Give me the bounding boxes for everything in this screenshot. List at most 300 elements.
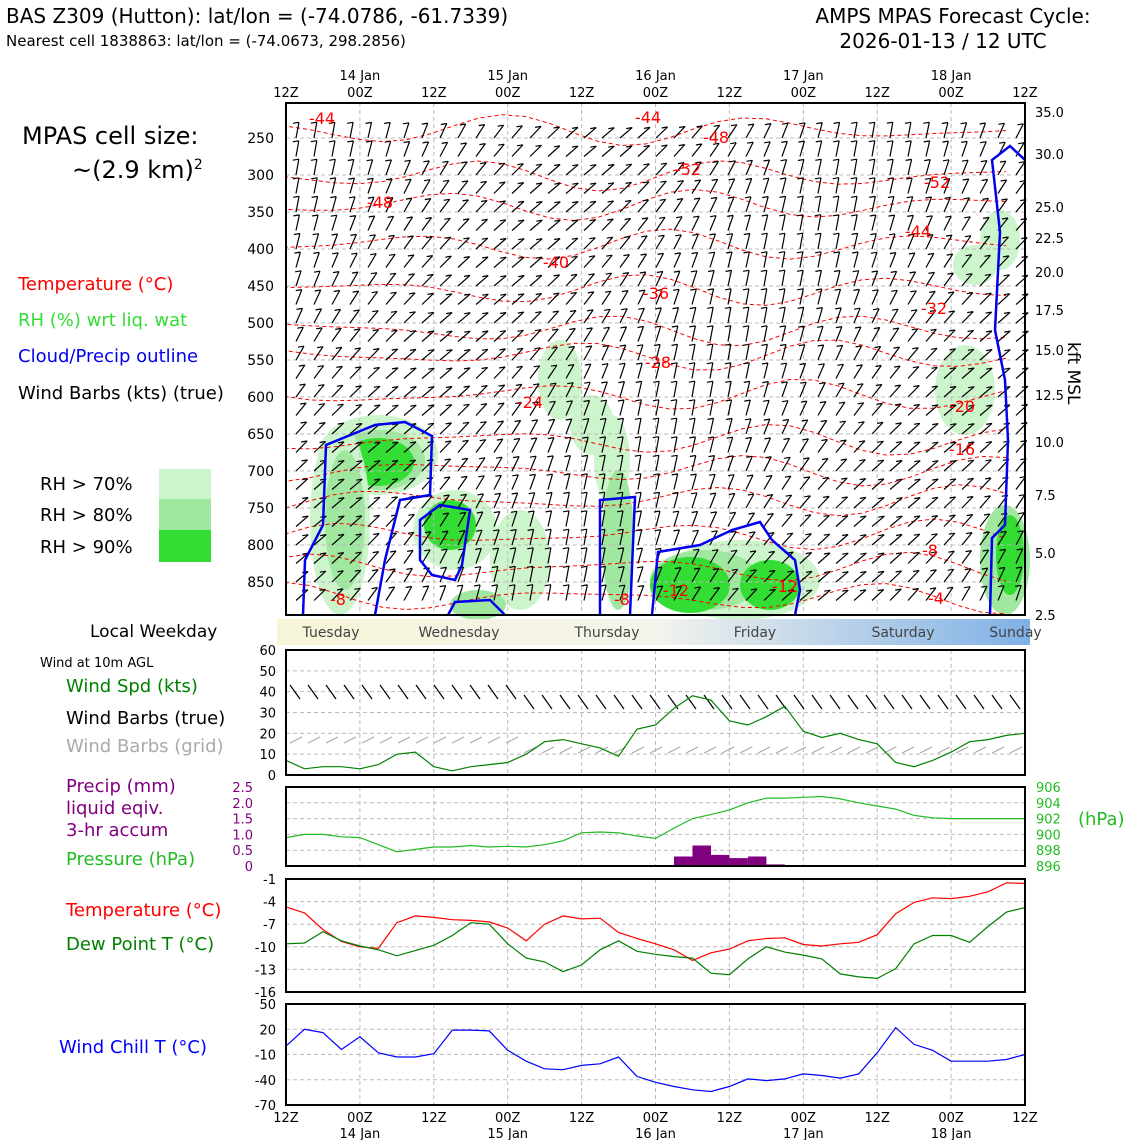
wind-barb [458,162,467,175]
wind-barb [296,516,308,526]
wind-barb-flag [815,196,821,197]
wind-barb [944,141,948,156]
wind-barb [692,216,699,230]
wind-barb [674,127,685,139]
wind-panel-ytick: 20 [259,727,276,743]
precip-label-2: liquid eqiv. [66,798,164,819]
wind-barb [368,235,375,249]
wind-barb [818,252,821,268]
wind-barb [710,234,715,249]
wind-barb [962,533,972,545]
wind-barb [890,423,902,434]
pressure-tick-label: 300 [247,168,274,184]
wind-barb [512,294,524,305]
weekday-name: Saturday [871,625,935,641]
pressure-ytick: 896 [1036,860,1061,875]
wind-barb [476,163,486,175]
wind-barb [854,384,863,397]
wind-barb-flag [779,252,785,253]
wind-barb [872,460,884,471]
wind-barb [764,382,768,397]
wind-barb [746,475,753,489]
wind-barb [368,405,380,416]
wind-barb-flag [744,381,750,382]
wind-barb [494,313,506,324]
wind-barb [494,144,504,156]
temperature-contour-label: -48 [702,128,730,147]
wind-barb [512,312,524,323]
wind-barb [386,587,395,601]
wind-barb-flag [761,307,767,308]
wind-barb [458,458,468,471]
wind-barb-flag [563,548,569,549]
cell-size-text: ~(2.9 km) [72,156,194,184]
wind-barb-flag [366,141,372,142]
wind-barb [818,159,821,175]
wind-barb-flag [797,196,803,197]
wind-barb-flag [851,141,857,142]
wind-barb-flag [636,381,642,382]
wind-barb [638,548,642,563]
surface-grid-barb [632,747,644,753]
wind-barb [566,146,578,156]
wind-barb [296,590,308,601]
wind-barb-flag [563,492,569,493]
wind-barb [476,294,488,304]
top-time-label: 12Z [716,86,743,101]
wind-barb [602,585,606,601]
wind-barb [836,497,848,508]
wind-barb [854,516,866,526]
pressure-tick-label: 450 [247,279,274,295]
wind-barb [422,180,430,194]
wind-barb [710,493,716,508]
weekday-name: Wednesday [418,625,500,641]
wind-barb [584,511,587,527]
wind-barb [1016,386,1028,397]
wind-barb [566,474,570,490]
wind-barb-flag [761,344,767,345]
wind-barb [854,196,857,212]
wind-barb [584,292,594,305]
wind-barb [1016,313,1028,323]
wind-barb [530,456,536,471]
wind-barb [818,215,821,231]
wind-barb [746,197,751,212]
wind-barb [476,313,488,323]
wind-barb [1016,350,1028,360]
wind-barb-flag [563,529,569,530]
wind-barb-flag [797,233,803,234]
wind-barb [332,385,343,397]
wind-barb [404,368,416,378]
wind-barb [746,438,752,453]
wind-barb [386,497,398,508]
wind-barb-flag [618,400,624,401]
wind-barb [800,364,806,379]
wind-barb-flag [653,474,659,475]
precip-label-3: 3-hr accum [66,820,169,841]
wind-barb [908,348,918,360]
wind-barb-flag [635,511,641,512]
wind-barb [548,419,555,434]
pressure-tick-label: 750 [247,501,274,517]
wind-barb-flag [347,122,353,123]
wind-barb [746,179,752,194]
wind-barb [404,255,414,268]
surface-wind-barb [452,685,462,699]
wind-barb-flag [689,381,695,382]
wind-barb-flag [708,271,714,272]
wind-barb-flag [833,159,839,160]
surface-wind-barb [884,695,894,709]
wind-barb [782,307,785,323]
wind-barb [368,216,375,231]
wind-barb [710,307,713,323]
kft-axis-title: kft MSL [1063,342,1083,405]
wind-barb [710,252,715,267]
wind-barb [620,128,632,138]
wind-barb-flag [780,345,786,346]
wind-barb [656,418,659,434]
wind-barb [350,216,356,231]
wind-barb [728,234,733,249]
wind-barb [818,478,829,490]
wind-barb [656,181,666,193]
wind-barb [692,271,697,286]
wind-barb-flag [834,271,840,272]
temperature-contour-label: -12 [771,577,799,596]
wind-barb [332,159,335,175]
wind-barb [404,514,414,526]
wind-barb-flag [636,363,642,364]
pressure-tick-label: 400 [247,242,274,258]
wind-barb [674,381,677,397]
wind-barb [1016,275,1028,286]
wind-barb-flag [689,418,695,419]
wind-barb-flag [709,252,715,253]
wind-barb [422,275,433,287]
surface-grid-barb [308,737,320,743]
wind-barb-flag [743,363,749,364]
wind-barb-flag [743,270,749,271]
temperature-contour-label: -16 [948,440,976,459]
wind-barb [494,163,505,175]
wind-barb [764,289,767,305]
surface-grid-barb [740,747,752,753]
temperature-contour [286,161,1006,191]
wind-barb-flag [852,233,858,234]
kft-tick-label: 5.0 [1035,547,1056,562]
wind-barb [674,455,677,471]
wind-barb-flag [781,363,787,364]
wind-barb-flag [851,196,857,197]
wind-barb [764,178,769,193]
wind-barb [836,459,847,471]
wind-barb [548,511,552,527]
wind-barb [890,347,900,360]
wind-barb [530,330,541,342]
wind-barb [638,363,642,378]
wind-barb [710,161,718,175]
wind-barb [476,422,486,434]
wind-barb-flag [635,418,641,419]
wind-barb-flag [331,215,337,216]
wind-barb-flag [833,178,839,179]
wind-barb [314,252,319,267]
wind-barb [836,478,847,489]
wind-barb [494,367,505,379]
wind-barb [458,275,470,286]
wind-barb [872,159,875,175]
wind-barb [368,122,372,138]
wind-barb [746,326,749,342]
wind-barb-flag [815,233,821,234]
wind-barb-flag [907,197,913,198]
wind-barb-flag [815,270,821,271]
wind-barb [710,474,715,489]
wind-barb [818,345,824,360]
wind-barb-flag [779,270,785,271]
wind-barb [440,477,450,490]
wind-barb [890,328,899,341]
wind-barb [566,437,571,452]
wind-barb [800,496,810,508]
wind-barb-flag [761,270,767,271]
wind-barb [368,534,379,546]
precip-ytick: 1.0 [232,828,253,844]
wind-barb [674,400,677,416]
wind-barb [908,272,916,286]
wind-barb [494,239,506,250]
wind-barb [404,236,413,249]
wind-barb [530,493,535,508]
wind-barb [872,498,884,508]
wind-barb [332,328,341,341]
wind-barb [584,382,590,397]
bottom-date-label: 16 Jan [635,1127,676,1140]
temperature-contour-label: -32 [920,299,948,318]
surface-grid-barb [722,747,734,753]
wind-barb-flag [779,215,785,216]
wind-barb [566,529,569,545]
wind-barb-flag [780,326,786,327]
wind-barb [404,217,413,231]
wind-barb [854,590,866,601]
wind-barb [386,160,391,175]
precip-ytick: 2.0 [232,796,253,812]
wind-barb-flag [384,123,390,124]
wind-barb [638,200,649,212]
kft-tick-label: 20.0 [1035,266,1064,281]
bottom-time-label: 00Z [494,1111,521,1126]
wind-barb [746,494,754,508]
wind-barb [638,127,650,138]
wind-barb [494,276,506,286]
wind-barb [746,381,750,397]
wind-barb [350,178,354,193]
wind-barb [782,233,785,249]
wind-barb [530,257,542,267]
wind-barb-flag [905,122,911,123]
wind-barb [404,123,409,138]
surface-grid-barb [758,747,770,753]
surface-wind-barb [974,695,984,709]
temperature-contour-label: -44 [904,222,932,241]
wind-barb [764,197,768,212]
wind-barb [944,569,954,582]
pressure-label: Pressure (hPa) [66,849,196,870]
wind-barb [530,202,542,212]
wind-barb [674,530,679,545]
wind-barb [962,293,973,305]
wind-barb [314,423,325,434]
wind-barb [494,182,505,193]
wind-barb-flag [655,530,661,531]
temperature-contour-label: -20 [948,397,976,416]
wind-barb [440,368,452,378]
wind-barb [566,548,569,564]
wind-barb [368,570,378,582]
wind-barb [926,424,938,434]
surface-wind-barb [524,695,534,709]
windchill-panel-ytick: 50 [259,998,276,1013]
surface-grid-barb [920,747,932,753]
wind-barb [854,233,858,249]
wind-barb [818,270,821,286]
weekday-label: Local Weekday [90,622,218,642]
surface-wind-barb [722,695,732,709]
precip-bar [693,846,712,867]
wind-barb-flag [546,511,552,512]
wind-barb [800,345,805,360]
wind-barb [314,404,325,416]
wind-barb [296,460,308,471]
wind-barb [386,569,395,582]
wind-barb-flag [564,474,570,475]
wind-barb [890,309,898,323]
wind-panel-ytick: 40 [259,685,276,701]
wind-barb [746,124,754,138]
wind-barb-flag [545,529,551,530]
wind-barb [422,142,429,157]
surface-grid-barb [452,737,464,743]
wind-barb [782,420,789,435]
wind-barb [548,127,560,138]
wind-barb-flag [761,233,767,234]
wind-barb-flag [547,474,553,475]
wind-barb [692,493,697,508]
wind-barb-flag [312,215,318,216]
surface-grid-barb [470,737,482,743]
wind-barb [854,289,859,304]
wind-barb [1016,124,1023,138]
wind-barb [332,366,342,378]
wind-barb [638,437,641,453]
surface-grid-barb [542,747,554,753]
wind-barb [980,442,992,453]
wind-barb [764,400,769,415]
wind-barb [350,310,359,323]
wind-barb [908,589,919,601]
wind-barb [998,405,1010,416]
wind-barb [458,200,469,212]
surface-grid-barb [416,737,428,743]
wind-barb [386,311,397,323]
windchill-panel-ytick: 20 [259,1023,276,1039]
wind-barb [692,512,698,527]
wind-barb [746,289,749,305]
wind-barb [908,367,919,379]
surface-grid-barb [686,747,698,753]
wind-barb [530,438,537,453]
wind-barb [800,196,803,212]
wind-barb-flag [833,141,839,142]
wind-barb [296,498,308,509]
wind-barb [386,235,394,249]
kft-tick-label: 25.0 [1035,201,1064,216]
wind-barb [296,384,305,397]
wind-barb [620,291,628,305]
wind-barb [656,253,664,267]
legend-rh70: RH > 70% [40,474,133,495]
wind-barb [854,271,859,286]
kft-tick-label: 22.5 [1035,232,1064,247]
wind-barb [584,566,587,582]
wind-barb [386,216,394,230]
wind-barb [962,587,970,601]
wind-barb-flag [708,289,714,290]
surface-grid-barb [992,747,1004,753]
wind-barb [512,201,524,212]
wind-barb [296,479,308,490]
wind-barb-flag [834,252,840,253]
forecast-title: AMPS MPAS Forecast Cycle: [815,4,1091,28]
wind-barb [566,492,569,508]
wind-barb [584,201,596,212]
wind-barb [764,438,771,453]
wind-barb [836,345,843,360]
wind-barb [908,571,919,583]
wind-barb [782,178,786,194]
surface-grid-barb [344,737,356,743]
precip-ytick: 1.5 [232,812,253,828]
wind-barb [368,588,378,601]
wind-barb [818,572,830,582]
wind-barb-flag [689,363,695,364]
surface-grid-barb [290,737,302,743]
top-time-label: 00Z [790,86,817,101]
wind-barb-flag [689,437,695,438]
wind-barb [638,381,642,397]
wind-barb [638,567,643,582]
wind-barb [314,328,322,342]
wind-barb [818,534,830,545]
wind-barb [548,293,559,304]
top-time-label: 12Z [421,86,447,101]
wind-barb [944,216,951,230]
wind-barb [404,142,410,157]
surface-grid-barb [812,747,824,753]
wind-barb-flag [653,455,659,456]
wind-barb [674,326,678,342]
wind-barb [908,253,915,268]
wind-barb-flag [743,307,749,308]
wind-barb [440,441,451,453]
wind-barb-flag [744,400,750,401]
wind-barb [926,122,929,138]
wind-barb [440,294,452,305]
